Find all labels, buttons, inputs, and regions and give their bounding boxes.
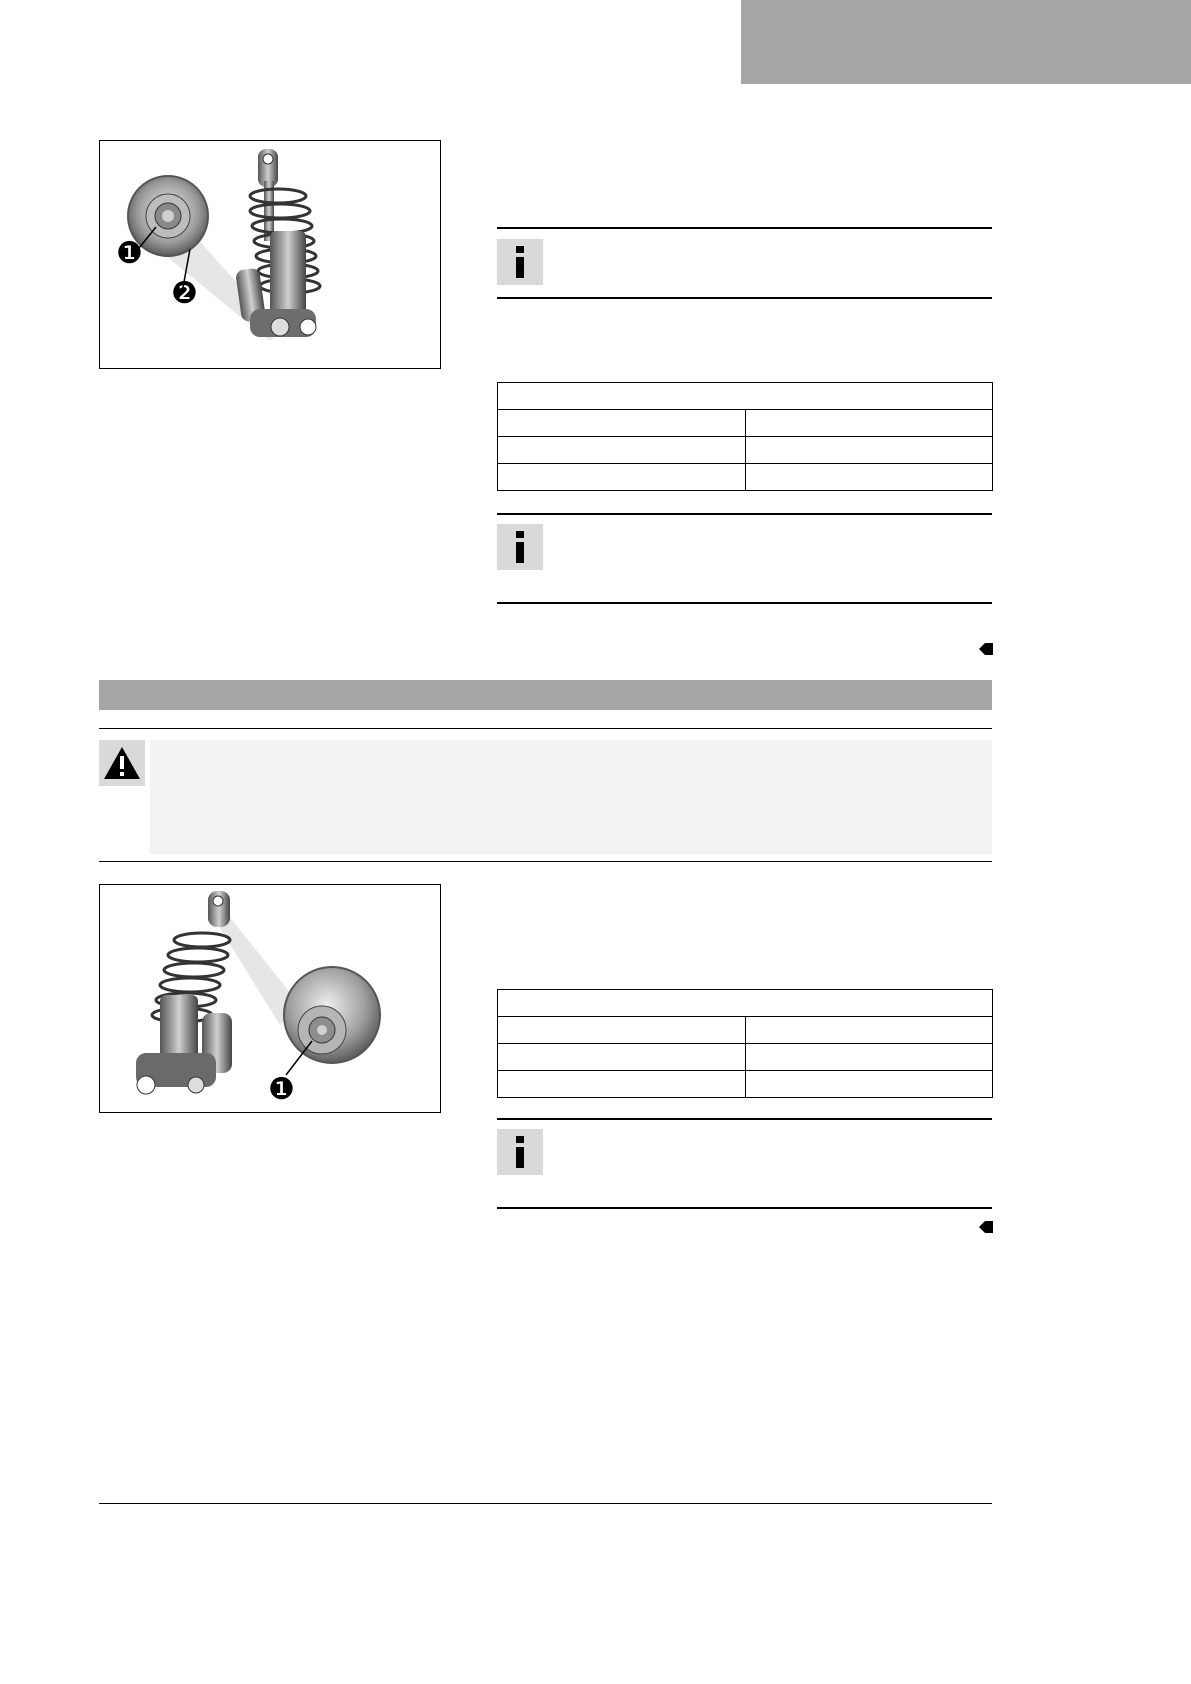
- section-heading-bar: [99, 680, 992, 710]
- spec-table-rebound: [497, 989, 993, 1098]
- info-box-top-rule: [497, 1118, 992, 1120]
- warning-triangle-icon: [99, 740, 145, 786]
- info-box-bottom-rule: [497, 1207, 992, 1209]
- shock-absorber-illustration: [100, 141, 440, 368]
- table-cell: [745, 1044, 993, 1071]
- callout-1: ❶: [268, 1073, 295, 1106]
- chapter-tab: [741, 0, 1191, 84]
- warning-panel: [150, 740, 992, 854]
- table-cell: [745, 410, 993, 437]
- info-icon: [497, 239, 543, 285]
- table-header: [498, 990, 993, 1017]
- end-marker-icon: [979, 643, 993, 655]
- spec-table-compression: [497, 382, 993, 491]
- table-cell: [745, 437, 993, 464]
- table-cell: [745, 1071, 993, 1098]
- warning-top-rule: [99, 728, 992, 729]
- info-box-bottom-rule: [497, 297, 992, 299]
- table-row: [498, 410, 993, 437]
- table-cell: [745, 464, 993, 491]
- table-row: [498, 464, 993, 491]
- table-row: [498, 1017, 993, 1044]
- table-cell: [498, 1044, 746, 1071]
- table-cell: [498, 1017, 746, 1044]
- info-icon: [497, 1129, 543, 1175]
- table-cell: [498, 410, 746, 437]
- table-row: [498, 1044, 993, 1071]
- info-box-top-rule: [497, 227, 992, 229]
- figure-shock-compression-adjuster: [99, 140, 441, 369]
- info-box-bottom-rule: [497, 602, 992, 604]
- table-header: [498, 383, 993, 410]
- info-icon: [497, 524, 543, 570]
- table-row: [498, 1071, 993, 1098]
- end-marker-icon: [979, 1221, 993, 1233]
- callout-1: ❶: [116, 237, 143, 270]
- table-cell: [745, 1017, 993, 1044]
- callout-2: ❷: [171, 277, 198, 310]
- info-box-top-rule: [497, 513, 992, 515]
- table-cell: [498, 437, 746, 464]
- footer-rule: [99, 1503, 992, 1504]
- table-row: [498, 437, 993, 464]
- table-cell: [498, 1071, 746, 1098]
- figure-shock-rebound-adjuster: [99, 884, 441, 1113]
- table-cell: [498, 464, 746, 491]
- warning-bottom-rule: [99, 861, 992, 862]
